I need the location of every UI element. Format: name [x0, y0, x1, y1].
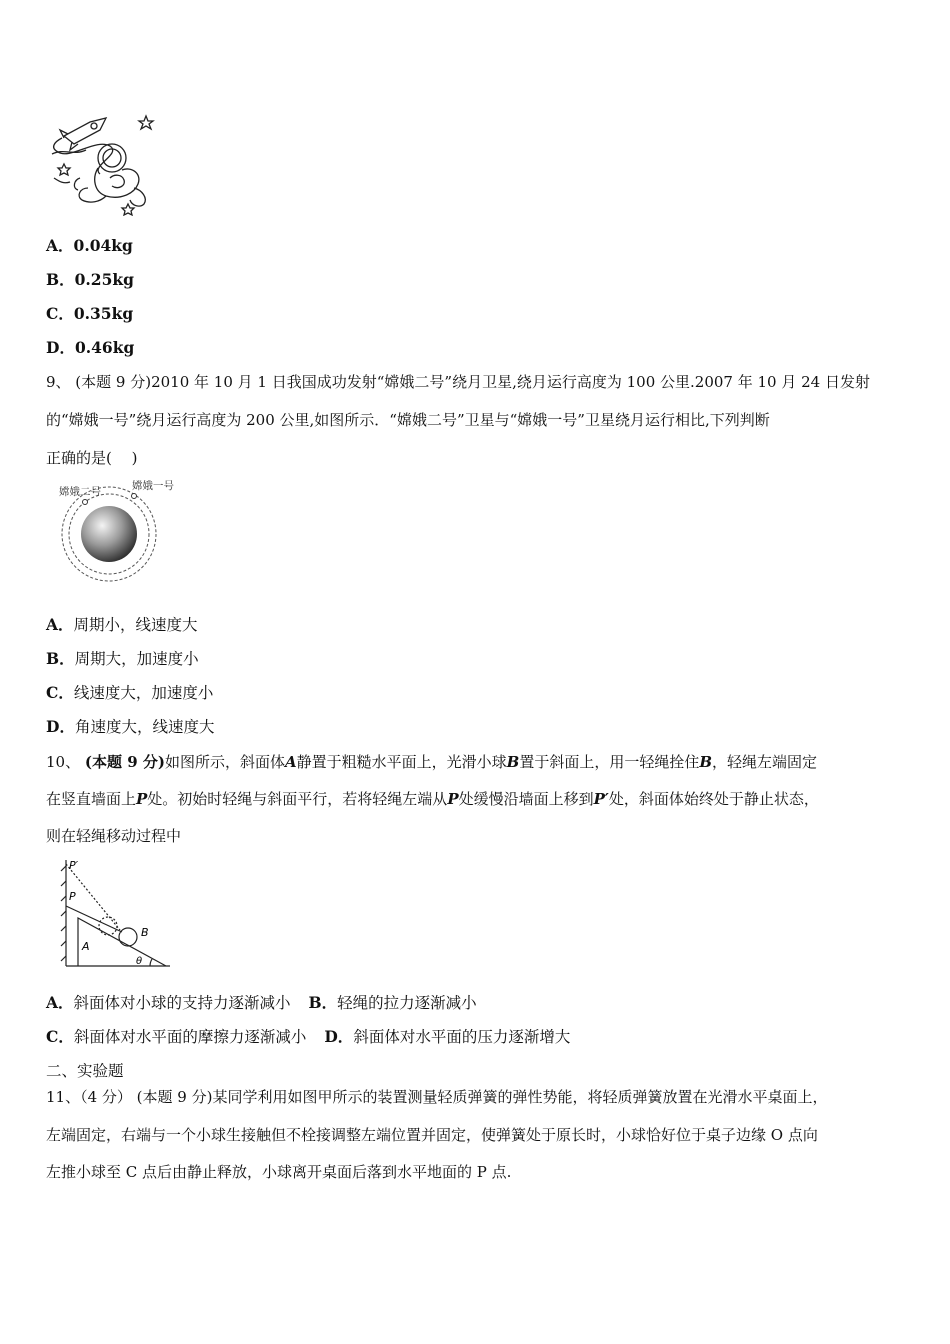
satellite-chang-e-1 — [132, 494, 137, 499]
q10-option-c: C．斜面体对水平面的摩擦力逐渐减小 — [46, 1027, 307, 1046]
q10-stem-line-2: 在竖直墙面上P处。初始时轻绳与斜面平行，若将轻绳左端从P处缓慢沿墙面上移到P′处，斜面体始终处于静止状态， — [46, 790, 819, 808]
q8-option-d: D．0.46kg — [46, 338, 135, 357]
q9-stem-line-1: 9、 (本题 9 分)2010 年 10 月 1 日我国成功发射“嫦娥二号”绕月卫星,绕月运行高度为 100 公里.2007 年 10 月 24 日发射 — [46, 373, 870, 391]
q10-options-row-2 — [46, 1027, 570, 1047]
label-chang-e-1: 嫦娥一号 — [132, 480, 174, 492]
q10-option-b: B．轻绳的拉力逐渐减小 — [308, 993, 477, 1012]
label-b: B — [141, 926, 149, 939]
section-title: 二、实验题 — [46, 1062, 124, 1080]
q10-incline-figure — [58, 856, 176, 972]
label-a: A — [82, 940, 90, 953]
q10-stem-line-1: 10、 (本题 9 分)如图所示，斜面体A静置于粗糙水平面上，光滑小球B置于斜面上，用一轻绳拴住B，轻绳左端固定 — [46, 753, 818, 771]
q10-option-d: D．斜面体对水平面的压力逐渐增大 — [324, 1027, 571, 1046]
q9-stem-line-2: 的“嫦娥一号”绕月运行高度为 200 公里,如图所示．“嫦娥二号”卫星与“嫦娥一号”卫星绕月运行相比,下列判断 — [46, 411, 770, 429]
q8-option-a: A．0.04kg — [46, 236, 133, 255]
astronaut-rocket-illustration — [50, 108, 162, 216]
q9-stem-line-3: 正确的是( ) — [46, 449, 138, 467]
q8-option-c: C．0.35kg — [46, 304, 134, 323]
q10-stem-line-3: 则在轻绳移动过程中 — [46, 827, 182, 845]
q9-option-b: B．周期大，加速度小 — [46, 649, 199, 668]
q10-options-row-1 — [46, 993, 477, 1013]
q9-option-a: A．周期小，线速度大 — [46, 615, 198, 634]
q9-option-d: D．角速度大，线速度大 — [46, 717, 215, 736]
q9-option-c: C．线速度大，加速度小 — [46, 683, 214, 702]
moon — [81, 506, 137, 562]
q11-stem-line-2: 左端固定，右端与一个小球生接触但不栓接调整左端位置并固定，使弹簧处于原长时，小球恰好位于桌子边缘 O 点向 — [46, 1126, 818, 1144]
q8-option-b: B．0.25kg — [46, 270, 134, 289]
q11-stem-line-3: 左推小球至 C 点后由静止释放，小球离开桌面后落到水平地面的 P 点. — [46, 1163, 512, 1181]
q10-option-a: A．斜面体对小球的支持力逐渐减小 — [46, 993, 291, 1012]
q11-stem-line-1: 11、（4 分） (本题 9 分)某同学利用如图甲所示的装置测量轻质弹簧的弹性势能，将轻质弹簧放置在光滑水平桌面上， — [46, 1088, 828, 1106]
q9-orbit-figure — [50, 478, 180, 588]
label-theta: θ — [136, 956, 143, 967]
label-p-prime: P′ — [69, 859, 79, 872]
label-p: P — [69, 890, 76, 903]
label-chang-e-2: 嫦娥二号 — [59, 486, 101, 498]
satellite-chang-e-2 — [83, 500, 88, 505]
